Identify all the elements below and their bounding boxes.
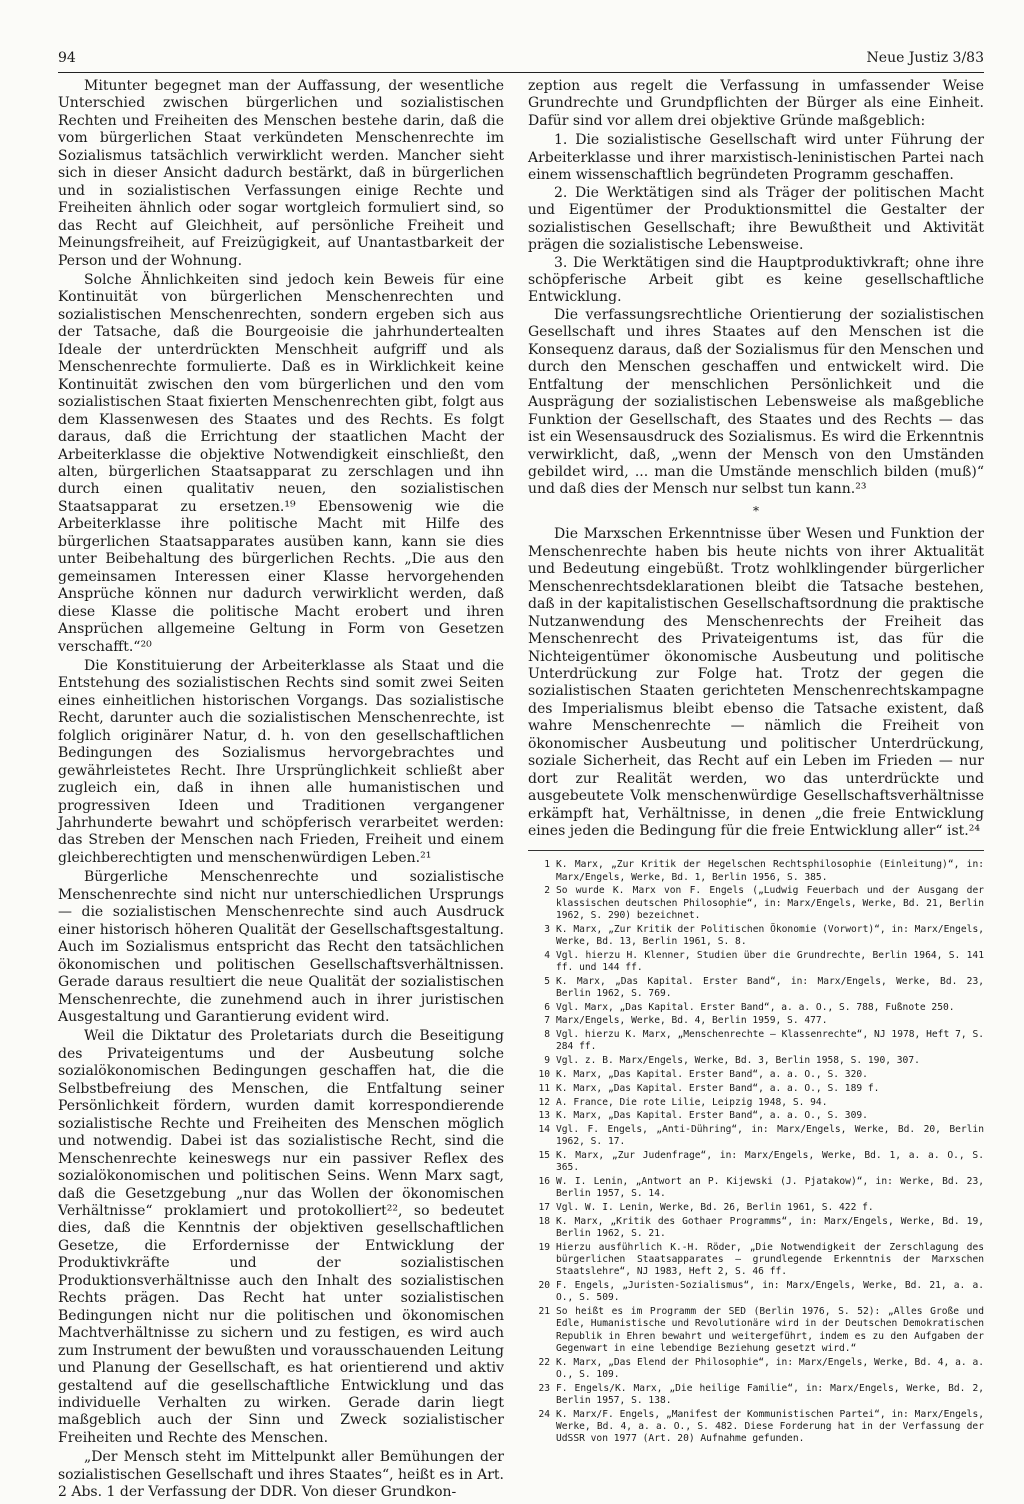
- footnote-1: [528, 859, 984, 883]
- footnote-number: 12: [538, 1096, 550, 1108]
- footnote-20: [528, 1280, 984, 1304]
- footnote-number: 11: [538, 1082, 550, 1094]
- footnote-18: [528, 1216, 984, 1240]
- footnote-number: 2: [544, 885, 550, 897]
- footnote-text: K. Marx, „Kritik des Gothaer Programms“, in: Marx/Engels, Werke, Bd. 19, Berlin 1962, S. 21.: [556, 1216, 984, 1240]
- footnote-number: 22: [538, 1356, 550, 1368]
- footnote-number: 13: [538, 1110, 550, 1122]
- footnote-14: [528, 1124, 984, 1148]
- footnote-text: K. Marx/F. Engels, „Manifest der Kommunistischen Partei“, in: Marx/Engels, Werke, Bd. 4, a. a. O., S. 482. Diese Forderung hat in der Verfassung der UdSSR von 1977 (Art. 20) Aufnahme gefunden.: [556, 1408, 984, 1445]
- footnote-number: 15: [538, 1150, 550, 1162]
- footnote-text: K. Marx, „Das Elend der Philosophie“, in: Marx/Engels, Werke, Bd. 4, a. a. O., S. 109.: [556, 1356, 984, 1380]
- footnote-text: Vgl. Marx, „Das Kapital. Erster Band“, a. a. O., S. 788, Fußnote 250.: [556, 1001, 955, 1013]
- paragraph: „Der Mensch steht im Mittelpunkt aller Bemühungen der sozialistischen Gesellschaft und ihres Staates“, heißt es in Art. 2 Abs. 1 der Verfassung der DDR. Von dieser Grundkon-: [58, 1449, 504, 1501]
- footnote-number: 18: [538, 1216, 550, 1228]
- footnote-text: K. Marx, „Das Kapital. Erster Band“, a. a. O., S. 309.: [556, 1110, 868, 1122]
- footnote-number: 21: [538, 1306, 550, 1318]
- footnote-text: F. Engels, „Juristen-Sozialismus“, in: Marx/Engels, Werke, Bd. 21, a. a. O., S. 509.: [556, 1280, 984, 1304]
- footnote-text: So heißt es im Programm der SED (Berlin 1976, S. 52): „Alles Große und Edle, Humanistische und Revolutionäre wird in der Deutschen Demokratischen Republik in Ehren bewahrt und weitergeführt, indem es zu den Aufgaben der Gegenwart in eine lebendige Beziehung gesetzt wird.“: [556, 1306, 984, 1354]
- footnote-divider: [528, 850, 984, 851]
- footnote-text: Vgl. W. I. Lenin, Werke, Bd. 26, Berlin 1961, S. 422 f.: [556, 1202, 874, 1214]
- footnote-number: 8: [544, 1029, 550, 1041]
- footnote-text: Vgl. hierzu H. Klenner, Studien über die Grundrechte, Berlin 1964, S. 141 ff. und 144 ff.: [556, 949, 984, 973]
- paragraph: Die verfassungsrechtliche Orientierung der sozialistischen Gesellschaft und ihres Staates auf den Menschen ist die Konsequenz daraus, daß der Sozialismus für den Menschen und durch den Menschen geschaffen und entwickelt wird. Die Entfaltung der menschlichen Persönlichkeit und die Ausprägung der sozialistischen Lebensweise als maßgebliche Funktion der Gesellschaft, des Staates und des Rechts — das ist ein Wesensausdruck des Sozialismus. Es wird die Erkenntnis verwirklicht, daß, „wenn der Mensch von den Umständen gebildet wird, ... man die Umstände menschlich bilden (muß)“ und daß dies der Mensch nur selbst tun kann.²³: [528, 306, 984, 498]
- paragraph-continuation: zeption aus regelt die Verfassung in umfassender Weise Grundrechte und Grundpflichten der Bürger als eine Einheit. Dafür sind vor allem drei objektive Gründe maßgeblich:: [528, 78, 984, 129]
- footnote-text: K. Marx, „Das Kapital. Erster Band“, a. a. O., S. 320.: [556, 1069, 868, 1081]
- journal-issue: Neue Justiz 3/83: [866, 50, 984, 66]
- footnote-text: Hierzu ausführlich K.-H. Röder, „Die Notwendigkeit der Zerschlagung des bürgerlichen Staatsapparates – grundlegende Erkenntnis der Marxschen Staatslehre“, NJ 1983, Heft 2, S. 46 ff.: [556, 1242, 984, 1278]
- footnote-6: [528, 1002, 984, 1014]
- right-column: [528, 78, 984, 1447]
- footnote-11: [528, 1083, 984, 1095]
- footnote-23: [528, 1383, 984, 1407]
- footnote-number: 6: [544, 1001, 550, 1013]
- footnote-text: W. I. Lenin, „Antwort an P. Kijewski (J. Pjatakow)“, in: Werke, Bd. 23, Berlin 1957, S. 14.: [556, 1176, 984, 1200]
- footnote-number: 20: [538, 1280, 550, 1292]
- page-number: 94: [58, 50, 76, 66]
- footnote-17: [528, 1202, 984, 1214]
- reason-item: 2. Die Werktätigen sind als Träger der politischen Macht und Eigentümer der Produktionsmittel die Gestalter der sozialistischen Gesellschaft; ihre Bewußtheit und Aktivität prägen die sozialistische Lebensweise.: [528, 184, 984, 254]
- footnote-15: [528, 1150, 984, 1174]
- footnote-16: [528, 1176, 984, 1200]
- footnote-number: 4: [544, 949, 550, 961]
- footnote-number: 14: [538, 1124, 550, 1136]
- reason-item: 3. Die Werktätigen sind die Hauptproduktivkraft; ohne ihre schöpferische Arbeit gibt es keine gesellschaftliche Entwicklung.: [528, 254, 984, 306]
- footnote-13: [528, 1110, 984, 1122]
- paragraph: Solche Ähnlichkeiten sind jedoch kein Beweis für eine Kontinuität von bürgerlichen Menschenrechten und sozialistischen Menschenrechten, sondern ergeben sich aus der Tatsache, daß die Bourgeoisie die jahrhundertealten Ideale der unterdrückten Menschheit aufgriff und als Menschenrechte formulierte. Daß es in Wirklichkeit keine Kontinuität zwischen den vom bürgerlichen und den vom sozialistischen Staat fixierten Menschenrechten gibt, folgt aus dem Klassenwesen des Staates und des Rechts. Es folgt daraus, daß die Errichtung der staatlichen Macht der Arbeiterklasse die objektive Notwendigkeit einschließt, den alten, bürgerlichen Staatsapparat zu zerschlagen und ihn durch einen qualitativ neuen, den sozialistischen Staatsapparat zu ersetzen.¹⁹ Ebensowenig wie die Arbeiterklasse ihre politische Macht mit Hilfe des bürgerlichen Staatsapparates ausüben kann, kann sie dies unter Beibehaltung des bürgerlichen Rechts. „Die aus den gemeinsamen Interessen einer Klasse hervorgehenden Ansprüche können nur dadurch verwirklicht werden, daß diese Klasse die politische Macht erobert und ihren Ansprüchen allgemeine Geltung in Form von Gesetzen verschafft.“²⁰: [58, 271, 504, 655]
- footnote-number: 16: [538, 1176, 550, 1188]
- footnote-text: A. France, Die rote Lilie, Leipzig 1948, S. 94.: [556, 1096, 828, 1108]
- footnote-number: 10: [538, 1069, 550, 1081]
- footnote-9: [528, 1055, 984, 1067]
- paragraph: Bürgerliche Menschenrechte und sozialistische Menschenrechte sind nicht nur unterschiedlichen Ursprungs — die sozialistischen Menschenrechte sind auch Ausdruck einer historisch höheren Qualität der Gesellschaftsgestaltung. Auch im Sozialismus entspricht das Recht den tatsächlichen ökonomischen und politischen Gesellschaftsverhältnissen. Gerade daraus resultiert die neue Qualität der sozialistischen Menschenrechte, die zunehmend auch in ihrer juristischen Ausgestaltung und Garantierung evident wird.: [58, 869, 504, 1026]
- footnote-number: 9: [544, 1055, 550, 1067]
- footnote-number: 1: [544, 859, 550, 871]
- footnote-text: Vgl. hierzu K. Marx, „Menschenrechte – Klassenrechte“, NJ 1978, Heft 7, S. 284 ff.: [556, 1029, 984, 1053]
- footnote-7: [528, 1015, 984, 1027]
- footnote-24: [528, 1409, 984, 1446]
- reason-item: 1. Die sozialistische Gesellschaft wird unter Führung der Arbeiterklasse und ihrer marxistisch-leninistischen Partei nach einem wissenschaftlich begründeten Programm geschaffen.: [528, 132, 984, 184]
- footnote-number: 19: [538, 1242, 550, 1254]
- footnote-text: K. Marx, „Das Kapital. Erster Band“, a. a. O., S. 189 f.: [556, 1082, 880, 1094]
- footnote-8: [528, 1029, 984, 1053]
- footnote-text: So wurde K. Marx von F. Engels („Ludwig Feuerbach und der Ausgang der klassischen deutschen Philosophie“, in: Marx/Engels, Werke, Bd. 21, Berlin 1962, S. 290) bezeichnet.: [556, 885, 984, 921]
- left-column: [58, 78, 504, 1504]
- footnote-10: [528, 1069, 984, 1081]
- paragraph: Weil die Diktatur des Proletariats durch die Beseitigung des Privateigentums und der Ausbeutung solche sozialökonomischen Bedingungen geschaffen hat, die die Selbstbefreiung des Menschen, die Entfaltung seiner Persönlichkeit fördern, wurden damit korrespondierende sozialistische Rechte und Freiheiten des Menschen möglich und notwendig. Dabei ist das sozialistische Recht, sind die Menschenrechte keineswegs nur ein passiver Reflex des sozialökonomischen und politischen Seins. Wenn Marx sagt, daß die Gesetzgebung „nur das Wollen der ökonomischen Verhältnisse“ proklamiert und protokolliert²², so bedeutet dies, daß die Kenntnis der objektiven gesellschaftlichen Gesetze, die Erfordernisse der Entwicklung der Produktivkräfte und der sozialistischen Produktionsverhältnisse auch den Inhalt des sozialistischen Rechts prägen. Das Recht hat unter sozialistischen Bedingungen nicht nur die politischen und ökonomischen Machtverhältnisse zu sichern und zu festigen, es wird auch zum Instrument der bewußten und vorausschauenden Leitung und Planung der Gesellschaft, es hat orientierend und aktiv gestaltend auf die gesellschaftliche Entwicklung und das individuelle Verhalten zu wirken. Gerade darin liegt maßgeblich auch der Sinn und Zweck sozialistischer Freiheiten und Rechte des Menschen.: [58, 1028, 504, 1446]
- footnote-number: 24: [538, 1408, 550, 1420]
- footnote-text: Marx/Engels, Werke, Bd. 4, Berlin 1959, S. 477.: [556, 1015, 828, 1027]
- footnote-21: [528, 1306, 984, 1355]
- footnote-number: 17: [538, 1202, 550, 1214]
- paragraph: Die Marxschen Erkenntnisse über Wesen und Funktion der Menschenrechte haben bis heute nichts von ihrer Aktualität und Bedeutung eingebüßt. Trotz wohlklingender bürgerlicher Menschenrechtsdeklarationen bleibt die Tatsache bestehen, daß in der kapitalistischen Gesellschaftsordnung die praktische Nutzanwendung des Menschenrechts der Freiheit das Menschenrecht des Privateigentums ist, das für die Nichteigentümer ökonomische Ausbeutung und politische Unterdrückung zur Folge hat. Trotz der gegen die sozialistischen Staaten gerichteten Menschenrechtskampagne des Imperialismus bleibt ebenso die Tatsache existent, daß wahre Menschenrechte — nämlich die Freiheit von ökonomischer Ausbeutung und politischer Unterdrückung, soziale Sicherheit, das Recht auf ein Leben im Frieden — nur dort zur Realität werden, wo das unterdrückte und ausgebeutete Volk menschenwürdige Gesellschaftsverhältnisse erkämpft hat, Verhältnisse, in denen „die freie Entwicklung eines jeden die Bedingung für die freie Entwicklung aller“ ist.²⁴: [528, 526, 984, 840]
- footnotes: [528, 859, 984, 1445]
- footnote-text: Vgl. F. Engels, „Anti-Dühring“, in: Marx/Engels, Werke, Bd. 20, Berlin 1962, S. 17.: [556, 1124, 984, 1148]
- page-header: [58, 50, 984, 73]
- section-separator: *: [753, 503, 759, 518]
- footnote-text: Vgl. z. B. Marx/Engels, Werke, Bd. 3, Berlin 1958, S. 190, 307.: [556, 1055, 920, 1067]
- footnote-number: 7: [544, 1015, 550, 1027]
- footnote-text: K. Marx, „Zur Judenfrage“, in: Marx/Engels, Werke, Bd. 1, a. a. O., S. 365.: [556, 1150, 984, 1174]
- footnote-2: [528, 885, 984, 922]
- footnote-text: K. Marx, „Das Kapital. Erster Band“, in: Marx/Engels, Werke, Bd. 23, Berlin 1962, S. 769.: [556, 975, 984, 999]
- footnote-19: [528, 1242, 984, 1279]
- footnote-12: [528, 1097, 984, 1109]
- footnote-3: [528, 924, 984, 948]
- footnote-5: [528, 976, 984, 1000]
- footnote-text: K. Marx, „Zur Kritik der Hegelschen Rechtsphilosophie (Einleitung)“, in: Marx/Engels, Werke, Bd. 1, Berlin 1956, S. 385.: [556, 859, 984, 883]
- footnote-number: 23: [538, 1382, 550, 1394]
- footnote-4: [528, 950, 984, 974]
- footnote-number: 5: [544, 975, 550, 987]
- footnote-22: [528, 1357, 984, 1381]
- footnote-text: F. Engels/K. Marx, „Die heilige Familie“, in: Marx/Engels, Werke, Bd. 2, Berlin 1957, S. 138.: [556, 1382, 984, 1406]
- footnote-text: K. Marx, „Zur Kritik der Politischen Ökonomie (Vorwort)“, in: Marx/Engels, Werke, Bd. 13, Berlin 1961, S. 8.: [556, 923, 984, 947]
- paragraph: Die Konstituierung der Arbeiterklasse als Staat und die Entstehung des sozialistischen Rechts sind somit zwei Seiten eines einheitlichen historischen Vorgangs. Das sozialistische Recht, darunter auch die sozialistischen Menschenrechte, ist folglich originärer Natur, d. h. von den gesellschaftlichen Bedingungen des Sozialismus hervorgebrachtes und gewährleistetes Recht. Ihre Ursprünglichkeit schließt aber zugleich ein, daß in ihnen alle humanistischen und progressiven Ideen und Traditionen vergangener Jahrhunderte bewahrt und schöpferisch verarbeitet werden: das Streben der Menschen nach Frieden, Freiheit und einem gleichberechtigten und menschenwürdigen Leben.²¹: [58, 657, 504, 866]
- footnote-number: 3: [544, 923, 550, 935]
- paragraph: Mitunter begegnet man der Auffassung, der wesentliche Unterschied zwischen bürgerlichen und sozialistischen Rechten und Freiheiten des Menschen bestehe darin, daß die vom bürgerlichen Staat verkündeten Menschenrechte im Sozialismus tatsächlich verwirklicht werden. Mancher sieht sich in dieser Ansicht dadurch bestärkt, daß in bürgerlichen und in sozialistischen Verfassungen einige Rechte und Freiheiten ähnlich oder sogar wortgleich formuliert sind, so das Recht auf Gleichheit, auf persönliche Freiheit und Meinungsfreiheit, auf Freizügigkeit, auf Unantastbarkeit der Person und der Wohnung.: [58, 78, 504, 269]
